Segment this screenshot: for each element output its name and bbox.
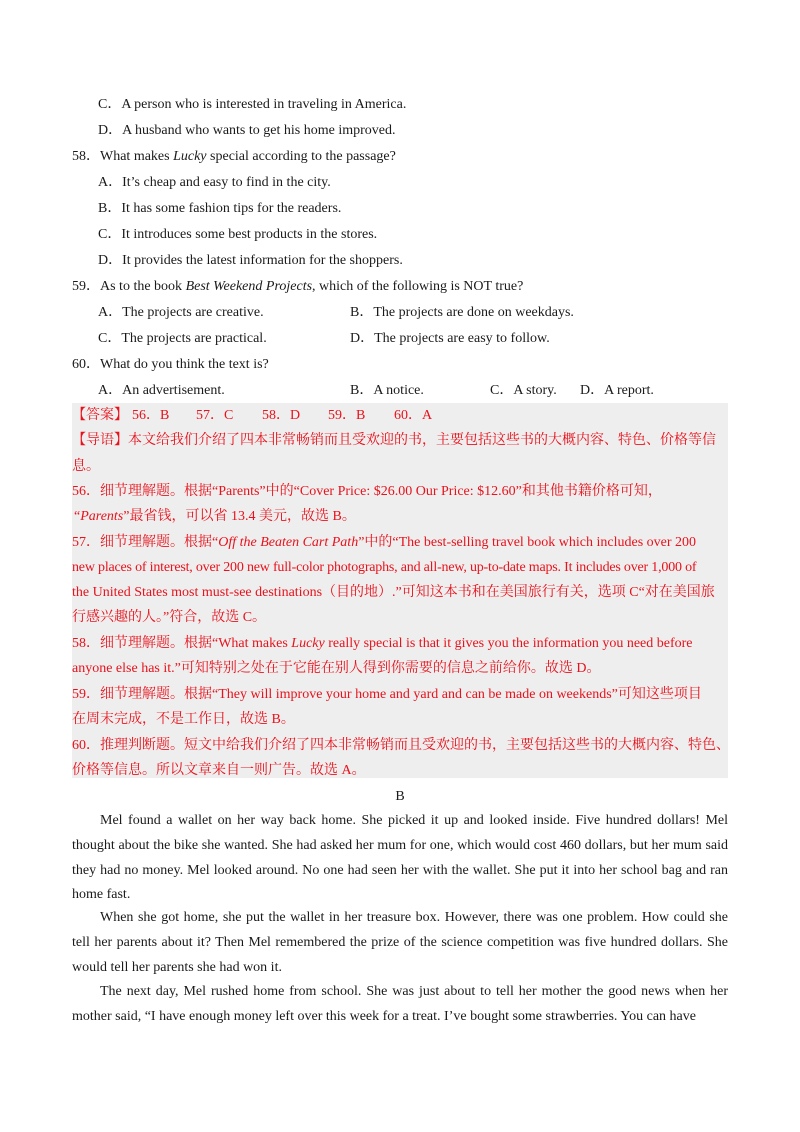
answer-58: 58．D xyxy=(262,408,301,423)
q59-option-a: A．The projects are creative. xyxy=(98,305,264,320)
q60-option-b: B．A notice. xyxy=(350,383,424,398)
guide-line-2: 息。 xyxy=(72,459,100,474)
passage-paragraph-3: The next day, Mel rushed home from school. She was just about to tell her mother the good news when her mother said, “I have enough money left over this week for a treat. I’ve bought some strawberries. You can have xyxy=(72,984,728,1024)
guide-line-1: 【导语】本文给我们介绍了四本非常畅销而且受欢迎的书，主要包括这些书的大概内容、特色、价格等信 xyxy=(72,433,716,448)
explanation-60-line-1: 60．推理判断题。短文中给我们介绍了四本非常畅销而且受欢迎的书，主要包括这些书的大概内容、特色、 xyxy=(72,738,730,753)
answer-line xyxy=(72,407,128,425)
explanation-58-line-2: anyone else has it.”可知特别之处在于它能在别人得到你需要的信息之前给你。故选 D。 xyxy=(72,661,601,676)
answer-59: 59．B xyxy=(328,408,366,423)
q58-option-a: A．It’s cheap and easy to find in the city. xyxy=(98,175,331,190)
q60-option-d: D．A report. xyxy=(580,383,654,398)
q59-option-b: B．The projects are done on weekdays. xyxy=(350,305,574,320)
q59-option-c: C．The projects are practical. xyxy=(98,331,267,346)
explanation-57-line-4: 行感兴趣的人。”符合，故选 C。 xyxy=(72,610,267,625)
answer-56: 56．B xyxy=(132,408,170,423)
q60-stem: 60．What do you think the text is? xyxy=(72,357,269,372)
explanation-57-line-1: 57．细节理解题。根据“Off the Beaten Cart Path”中的“The best-selling travel book which includes over 200 xyxy=(72,535,697,550)
q58-option-c: C．It introduces some best products in the stores. xyxy=(98,227,378,242)
passage-paragraph-1: Mel found a wallet on her way back home. She picked it up and looked inside. Five hundred dollars! Mel thought about the bike she wanted. She had asked her mum for one, which would cost 460 dollars, but her mum said they had no money. Mel looked around. No one had seen her with the wallet. She put it into her school bag and ran home fast. xyxy=(72,813,728,903)
q59-option-d: D．The projects are easy to follow. xyxy=(350,331,550,346)
explanation-57-line-3: the United States most must-see destinations（目的地）.”可知这本书和在美国旅行有关，选项 C“对在美国旅 xyxy=(72,585,715,600)
q57-option-c: C．A person who is interested in traveling in America. xyxy=(98,97,407,112)
passage-paragraph-2: When she got home, she put the wallet in her treasure box. However, there was one problem. How could she tell her parents about it? Then Mel remembered the prize of the science competition was five hundred dollars. She would tell her parents she had won it. xyxy=(72,910,728,975)
explanation-57-line-2: new places of interest, over 200 new full-color photographs, and all-new, up-to-date maps. It includes over 1,000 of xyxy=(72,560,697,575)
q59-stem: 59．As to the book Best Weekend Projects, which of the following is NOT true? xyxy=(72,279,524,294)
answer-57: 57．C xyxy=(196,408,234,423)
q58-option-b: B．It has some fashion tips for the readers. xyxy=(98,201,342,216)
explanation-59-line-1: 59．细节理解题。根据“They will improve your home and yard and can be made on weekends”可知这些项目 xyxy=(72,687,702,702)
explanation-58-line-1: 58．细节理解题。根据“What makes Lucky really special is that it gives you the information you need before xyxy=(72,636,693,651)
explanation-59-line-2: 在周末完成，不是工作日，故选 B。 xyxy=(72,712,295,727)
q58-stem: 58．What makes Lucky special according to the passage? xyxy=(72,149,396,164)
q58-option-d: D．It provides the latest information for the shoppers. xyxy=(98,253,403,268)
q60-option-c: C．A story. xyxy=(490,383,557,398)
section-heading: B xyxy=(395,789,405,804)
q57-option-d: D．A husband who wants to get his home improved. xyxy=(98,123,396,138)
explanation-60-line-2: 价格等信息。所以文章来自一则广告。故选 A。 xyxy=(72,763,366,778)
explanation-56-line-1: 56．细节理解题。根据“Parents”中的“Cover Price: $26.00 Our Price: $12.60”和其他书籍价格可知， xyxy=(72,484,662,499)
q60-option-a: A．An advertisement. xyxy=(98,383,225,398)
answer-60: 60．A xyxy=(394,408,433,423)
answer-tag: 【答案】 xyxy=(72,408,128,423)
explanation-56-line-2: “Parents”最省钱，可以省 13.4 美元，故选 B。 xyxy=(74,509,356,524)
